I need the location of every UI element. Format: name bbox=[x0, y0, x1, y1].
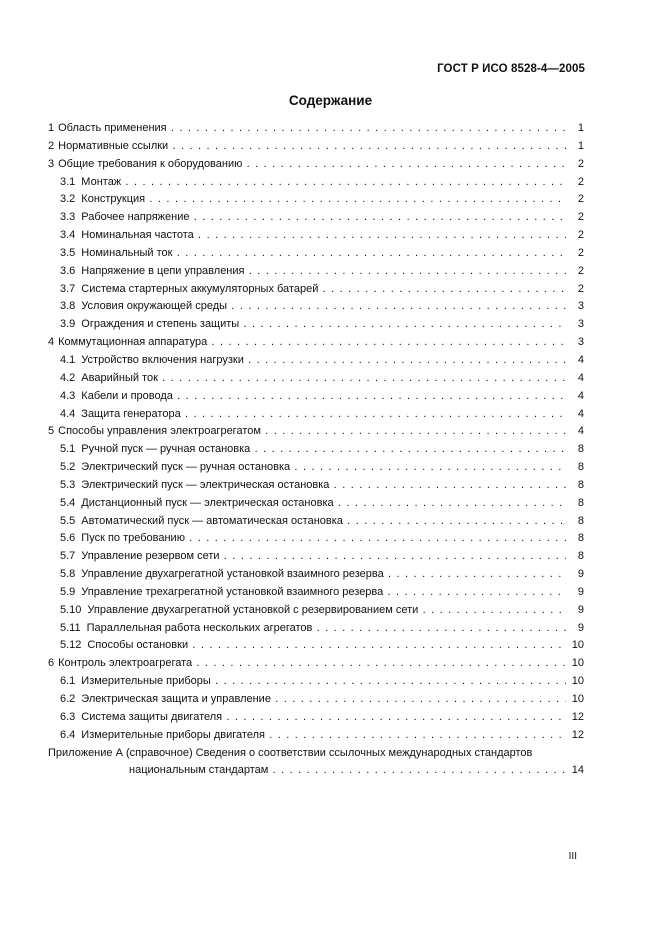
toc-entry-number: 3.9 bbox=[60, 318, 76, 331]
toc-entry-number: 5.9 bbox=[60, 585, 76, 598]
toc-entry-page: 4 bbox=[575, 406, 584, 424]
toc-entry[interactable] bbox=[48, 727, 584, 745]
toc-entry-label bbox=[60, 709, 566, 727]
toc-entry-title: Управление двухагрегатной установкой с резервированием сети bbox=[87, 603, 419, 616]
toc-entry-page: 1 bbox=[575, 138, 584, 156]
toc-entry-page: 12 bbox=[569, 727, 584, 745]
toc-entry-number: 3 bbox=[48, 157, 55, 170]
toc-entry-label bbox=[60, 209, 566, 227]
toc-entry-page: 8 bbox=[575, 477, 584, 495]
toc-entry-number: 3.2 bbox=[60, 193, 76, 206]
toc-entry-label bbox=[60, 406, 566, 424]
toc-entry-title: Пуск по требованию bbox=[81, 532, 185, 545]
toc-entry[interactable] bbox=[48, 584, 584, 602]
toc-entry[interactable] bbox=[48, 209, 584, 227]
toc-entry-number: 2 bbox=[48, 139, 55, 152]
toc-entry-title: Ручной пуск — ручная остановка bbox=[81, 443, 251, 456]
toc-appendix-entry-continued[interactable] bbox=[48, 762, 584, 780]
toc-entry-page: 3 bbox=[575, 298, 584, 316]
toc-entry-title: Способы управления электроагрегатом bbox=[58, 425, 261, 438]
toc-entry-label bbox=[60, 548, 566, 566]
toc-entry-title: Область применения bbox=[58, 122, 167, 134]
toc-entry-label bbox=[48, 120, 566, 138]
toc-entry-number: 3.3 bbox=[60, 211, 76, 224]
toc-entry-label bbox=[60, 637, 566, 655]
toc-entry-title: Монтаж bbox=[81, 175, 122, 188]
toc-entry-label bbox=[60, 245, 566, 263]
toc-entry-page: 2 bbox=[575, 191, 584, 209]
toc-appendix-entry[interactable] bbox=[48, 745, 584, 763]
toc-entry-title: Автоматический пуск — автоматическая остановка bbox=[81, 514, 343, 527]
toc-entry-number: 6.2 bbox=[60, 693, 76, 705]
toc-entry-label bbox=[60, 388, 566, 406]
toc-entry-number: 4 bbox=[48, 336, 55, 349]
toc-entry[interactable] bbox=[48, 174, 584, 192]
toc-entry-number: 5.2 bbox=[60, 461, 76, 474]
toc-entry-page: 2 bbox=[575, 227, 584, 245]
toc-entry-title: Нормативные ссылки bbox=[58, 139, 169, 152]
toc-entry-page: 4 bbox=[575, 388, 584, 406]
toc-entry-label bbox=[60, 298, 566, 316]
toc-entry-label bbox=[60, 727, 566, 745]
toc-entry-label bbox=[60, 530, 566, 548]
toc-entry-number: 6.3 bbox=[60, 710, 76, 723]
toc-entry[interactable] bbox=[48, 281, 584, 299]
toc-entry-number: 6 bbox=[48, 657, 55, 670]
toc-entry-title: Контроль электроагрегата bbox=[58, 657, 193, 670]
toc-entry[interactable] bbox=[48, 352, 584, 370]
toc-entry-page: 2 bbox=[575, 174, 584, 192]
toc-entry-page: 10 bbox=[569, 637, 584, 655]
toc-entry[interactable] bbox=[48, 441, 584, 459]
toc-entry[interactable] bbox=[48, 566, 584, 584]
toc-entry-page: 10 bbox=[569, 691, 584, 709]
toc-entry-label bbox=[60, 691, 566, 709]
toc-entry-title: Управление двухагрегатной установкой взаимного резерва bbox=[81, 568, 384, 581]
toc-entry[interactable] bbox=[48, 637, 584, 655]
toc-entry-page: 9 bbox=[575, 584, 584, 602]
toc-entry[interactable] bbox=[48, 263, 584, 281]
toc-entry-number: 5.5 bbox=[60, 514, 76, 527]
toc-entry-label bbox=[60, 227, 566, 245]
toc-entry-label bbox=[60, 673, 566, 691]
toc-entry-number: 4.2 bbox=[60, 371, 76, 384]
toc-entry-page: 4 bbox=[575, 370, 584, 388]
toc-entry-title: Дистанционный пуск — электрическая остановка bbox=[81, 496, 334, 509]
toc-entry[interactable] bbox=[48, 477, 584, 495]
toc-entry[interactable] bbox=[48, 423, 584, 441]
toc-entry-page: 9 bbox=[575, 566, 584, 584]
toc-entry-number: 5.12 bbox=[60, 639, 82, 652]
toc-entry-label bbox=[60, 352, 566, 370]
toc-entry-number: 5.1 bbox=[60, 443, 76, 456]
toc-entry-label bbox=[48, 334, 566, 352]
toc-entry-number: 3.5 bbox=[60, 246, 76, 259]
toc-entry-label bbox=[60, 602, 566, 620]
toc-entry-number: 3.8 bbox=[60, 300, 76, 313]
toc-entry-title: Электрическая защита и управление bbox=[81, 693, 271, 705]
toc-entry[interactable] bbox=[48, 620, 584, 638]
toc-entry-title: Конструкция bbox=[81, 193, 146, 206]
toc-entry-number: 4.1 bbox=[60, 353, 76, 366]
toc-entry-number: 5 bbox=[48, 425, 55, 438]
toc-entry-title: Условия окружающей среды bbox=[81, 300, 228, 313]
toc-entry[interactable] bbox=[48, 602, 584, 620]
toc-entry-page: 2 bbox=[575, 209, 584, 227]
toc-appendix-title: Приложение А (справочное) Сведения о соответствии ссылочных международных стандартов bbox=[48, 746, 533, 759]
toc-entry-number: 5.6 bbox=[60, 532, 76, 545]
toc-entry-label bbox=[60, 316, 566, 334]
toc-entry-label bbox=[60, 584, 566, 602]
page-number: III bbox=[568, 851, 577, 862]
toc-entry-label bbox=[60, 191, 566, 209]
toc-appendix-page: 14 bbox=[569, 762, 584, 780]
toc-entry-page: 8 bbox=[575, 548, 584, 566]
toc-entry-number: 5.11 bbox=[60, 621, 81, 634]
toc-entry-number: 5.7 bbox=[60, 550, 76, 563]
toc-entry-label bbox=[48, 156, 566, 174]
toc-entry-title: Устройство включения нагрузки bbox=[81, 353, 244, 366]
toc-entry[interactable] bbox=[48, 655, 584, 673]
toc-entry-title: Система стартерных аккумуляторных батарей bbox=[81, 282, 319, 295]
toc-entry[interactable] bbox=[48, 227, 584, 245]
toc-entry-number: 5.4 bbox=[60, 496, 76, 509]
document-standard-header: ГОСТ Р ИСО 8528-4—2005 bbox=[437, 63, 585, 75]
toc-appendix-title-continued: национальным стандартам . . . bbox=[129, 762, 566, 780]
toc-entry-title: Коммутационная аппаратура bbox=[58, 336, 208, 349]
toc-entry-title: Измерительные приборы bbox=[81, 675, 211, 688]
toc-entry[interactable] bbox=[48, 388, 584, 406]
toc-entry-label bbox=[48, 423, 566, 441]
toc-entry[interactable] bbox=[48, 709, 584, 727]
toc-entry-page: 4 bbox=[575, 352, 584, 370]
toc-entry-page: 3 bbox=[575, 334, 584, 352]
toc-entry-label bbox=[60, 566, 566, 584]
toc-entry-page: 1 bbox=[575, 120, 584, 138]
toc-entry-number: 3.7 bbox=[60, 282, 76, 295]
toc-entry-label bbox=[60, 459, 566, 477]
toc-entry-label bbox=[60, 477, 566, 495]
table-of-contents bbox=[48, 120, 584, 780]
toc-entry-page: 9 bbox=[575, 602, 584, 620]
toc-entry-title: Общие требования к оборудованию bbox=[58, 157, 243, 170]
toc-entry-page: 2 bbox=[575, 263, 584, 281]
toc-entry-label bbox=[60, 174, 566, 192]
toc-entry-title: Рабочее напряжение bbox=[81, 211, 190, 224]
toc-entry-number: 4.4 bbox=[60, 407, 76, 420]
toc-entry[interactable] bbox=[48, 530, 584, 548]
toc-entry-title: Управление резервом сети bbox=[81, 550, 220, 563]
toc-entry-title: Способы остановки bbox=[87, 639, 189, 652]
toc-entry-page: 10 bbox=[569, 655, 584, 673]
toc-entry[interactable] bbox=[48, 548, 584, 566]
toc-entry[interactable] bbox=[48, 334, 584, 352]
toc-entry-label bbox=[60, 370, 566, 388]
toc-entry[interactable] bbox=[48, 138, 584, 156]
toc-entry-label bbox=[60, 263, 566, 281]
toc-entry-page: 8 bbox=[575, 441, 584, 459]
toc-entry-number: 1 bbox=[48, 122, 55, 134]
toc-entry-label bbox=[60, 441, 566, 459]
toc-entry-label bbox=[60, 495, 566, 513]
toc-entry[interactable] bbox=[48, 673, 584, 691]
toc-entry-title: Электрический пуск — электрическая остановка bbox=[81, 478, 330, 491]
toc-entry[interactable] bbox=[48, 120, 584, 138]
toc-entry-title: Электрический пуск — ручная остановка bbox=[81, 461, 291, 474]
toc-entry-page: 9 bbox=[575, 620, 584, 638]
toc-entry-page: 8 bbox=[575, 530, 584, 548]
toc-entry-number: 3.6 bbox=[60, 264, 76, 277]
toc-entry-number: 6.1 bbox=[60, 675, 76, 688]
toc-entry-number: 3.1 bbox=[60, 175, 76, 188]
toc-entry-title: Номинальный ток bbox=[81, 246, 173, 259]
toc-entry-page: 12 bbox=[569, 709, 584, 727]
toc-entry[interactable] bbox=[48, 156, 584, 174]
toc-entry-title: Защита генератора bbox=[81, 407, 181, 420]
toc-entry-number: 4.3 bbox=[60, 389, 76, 402]
toc-entry-number: 5.3 bbox=[60, 478, 76, 491]
toc-entry-page: 8 bbox=[575, 513, 584, 531]
toc-entry-title: Ограждения и степень защиты bbox=[81, 318, 240, 331]
toc-entry[interactable] bbox=[48, 298, 584, 316]
toc-entry-number: 6.4 bbox=[60, 728, 76, 741]
toc-entry-number: 3.4 bbox=[60, 229, 76, 242]
toc-entry-title: Напряжение в цепи управления bbox=[81, 264, 245, 277]
toc-entry-title: Управление трехагрегатной установкой взаимного резерва bbox=[81, 585, 384, 598]
toc-entry[interactable] bbox=[48, 495, 584, 513]
toc-entry-page: 8 bbox=[575, 495, 584, 513]
toc-entry-title: Система защиты двигателя bbox=[81, 710, 223, 723]
toc-entry-title: Параллельная работа нескольких агрегатов bbox=[86, 621, 313, 634]
toc-entry-label bbox=[60, 513, 566, 531]
toc-entry-page: 2 bbox=[575, 281, 584, 299]
toc-entry-number: 5.10 bbox=[60, 603, 82, 616]
toc-entry[interactable] bbox=[48, 459, 584, 477]
toc-entry-label bbox=[60, 281, 566, 299]
toc-entry-page: 4 bbox=[575, 423, 584, 441]
toc-entry-label bbox=[48, 655, 566, 673]
toc-entry-page: 3 bbox=[575, 316, 584, 334]
toc-entry-label bbox=[60, 620, 566, 638]
toc-entry-title: Аварийный ток bbox=[81, 371, 158, 384]
toc-entry-label bbox=[48, 138, 566, 156]
toc-entry[interactable] bbox=[48, 191, 584, 209]
toc-entry-number: 5.8 bbox=[60, 568, 76, 581]
toc-entry[interactable] bbox=[48, 513, 584, 531]
toc-entry-page: 2 bbox=[575, 156, 584, 174]
toc-entry[interactable] bbox=[48, 316, 584, 334]
toc-entry-title: Номинальная частота bbox=[81, 229, 194, 242]
page-title: Содержание bbox=[288, 93, 373, 108]
toc-entry-page: 8 bbox=[575, 459, 584, 477]
toc-entry[interactable] bbox=[48, 245, 584, 263]
toc-entry[interactable] bbox=[48, 370, 584, 388]
toc-entry[interactable] bbox=[48, 406, 584, 424]
toc-entry-page: 10 bbox=[569, 673, 584, 691]
toc-entry-page: 2 bbox=[575, 245, 584, 263]
toc-entry-title: Измерительные приборы двигателя bbox=[81, 728, 265, 741]
toc-entry[interactable] bbox=[48, 691, 584, 709]
toc-entry-title: Кабели и провода bbox=[81, 389, 173, 402]
